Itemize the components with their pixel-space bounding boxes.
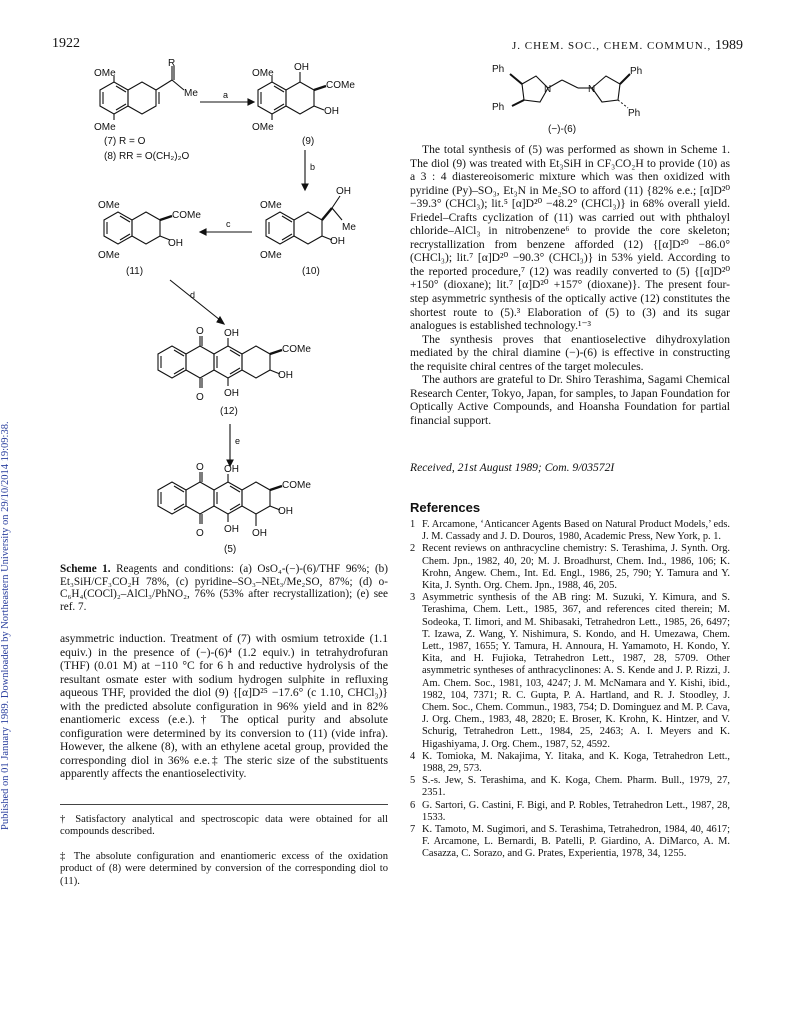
- reference-6: 6 G. Sartori, G. Castini, F. Bigi, and P. Robles, Tetrahedron Lett., 1987, 28, 1533.: [410, 799, 730, 823]
- right-paragraph-1: The total synthesis of (5) was performed as shown in Scheme 1. The diol (9) was treated with Et₃SiH in CF₃CO₂H to provide (10) as a 3 : 4 diastereoisomeric mixture which was then oxidized with pyridine (Py)–SO₃, Et₃N in Me₂SO to afford (11) {82% e.e.; [α]D²⁰ −39.3° (CHCl₃); lit.⁵ [α]D²⁰ −48.2° (CHCl₃)} in 68% overall yield. Friedel–Crafts cyclization of (11) was carried out with phthaloyl chloride–AlCl₃ in nitrobenzene⁶ to provide the core skeleton; recrystallization from benzene afforded (12) {[α]D²⁰ −86.0° (CHCl₃); lit.⁷ [α]D²⁰ −90.3° (CHCl₃)} in 53% yield. According to the reported procedure,⁷ (12) was readily converted to (5) {[α]D²⁰ +150° (dioxane); lit.⁷ [α]D²⁰ +157° (dioxane)}. The present four-step asymmetric synthesis of the optically active (12) constitutes the shortest route to (5).³ Elaboration of (5) to (3) and its sugar analogues is established technology.¹⁻³: [410, 143, 730, 333]
- footnote-rule: [60, 804, 388, 805]
- group-me-7: Me: [184, 88, 198, 99]
- step-b: b: [310, 162, 316, 172]
- step-d: d: [190, 290, 196, 300]
- group-come-9: COMe: [326, 80, 355, 91]
- group-ome-11b: OMe: [98, 250, 120, 261]
- compound-12-label: (12): [220, 406, 238, 417]
- group-o-12b: O: [196, 392, 204, 403]
- group-oh-5a: OH: [224, 464, 239, 475]
- arrow-d: [170, 280, 220, 320]
- ph-label-3: Ph: [630, 66, 643, 77]
- download-sidebar: [0, 190, 20, 830]
- group-oh-9b: OH: [324, 106, 339, 117]
- compound-11-label: (11): [126, 266, 144, 277]
- journal-header: [512, 38, 743, 54]
- step-c: c: [226, 219, 231, 229]
- group-oh-10a: OH: [336, 186, 351, 197]
- group-oh-10b: OH: [330, 236, 345, 247]
- group-oh-12c: OH: [278, 370, 293, 381]
- compound-5-label: (5): [224, 544, 237, 555]
- group-ome-10a: OMe: [260, 200, 282, 211]
- n-label-1: N: [544, 84, 552, 95]
- group-oh-5b: OH: [224, 524, 239, 535]
- step-a: a: [223, 90, 229, 100]
- references-list: [410, 519, 730, 861]
- group-me-10: Me: [342, 222, 356, 233]
- right-paragraph-3: The authors are grateful to Dr. Shiro Terashima, Sagami Chemical Research Center, Tokyo, Japan, for samples, to Japan Foundation for Optically Active Compounds, and Hoansha Foundation for partial financial support.: [410, 373, 730, 427]
- footnote-dagger: † Satisfactory analytical and spectroscopic data were obtained for all compounds described.: [60, 814, 388, 838]
- references-heading: References: [410, 500, 481, 515]
- group-come-5: COMe: [282, 480, 311, 491]
- received-line: Received, 21st August 1989; Com. 9/03572I: [410, 461, 615, 474]
- ph-label-2: Ph: [492, 102, 505, 113]
- scheme-diagram: [80, 58, 400, 558]
- group-oh-11: OH: [168, 238, 183, 249]
- left-body: [60, 632, 388, 781]
- group-oh-12b: OH: [224, 388, 239, 399]
- download-notice: Published on 01 January 1989. Downloaded by Northeastern University on 29/10/2014 19:09:38.: [0, 421, 11, 830]
- group-o-12a: O: [196, 326, 204, 337]
- footnote-ddagger: ‡ The absolute configuration and enantiomeric excess of the oxidation product of (8) were determined by conversion of the corresponding diol to (11).: [60, 851, 388, 887]
- left-body-paragraph: asymmetric induction. Treatment of (7) with osmium tetroxide (1.1 equiv.) in the presence of (−)-(6)⁴ (1.2 equiv.) in tetrahydrofuran (THF) (0.01 M) at −110 °C for 6 h and reductive hydrolysis of the resultant osmate ester with sodium hydrogen sulphite in refluxing aqueous THF, provided the diol (9) {[α]D²⁵ −17.6° (c 1.10, CHCl₃)} with the predicted absolute configuration in 96% yield and in 82% enantiomeric excess (e.e.).† The optical purity and absolute configuration were determined by its conversion to (11) (vide infra). However, the alkene (8), with an ethylene acetal group, provided the corresponding diol in 36% e.e.‡ The steric size of the substituents apparently affects the enantioselectivity.: [60, 632, 388, 781]
- ph-label-4: Ph: [628, 108, 641, 119]
- group-oh-5d: OH: [278, 506, 293, 517]
- group-r: R: [168, 58, 176, 69]
- reference-2: 2 Recent reviews on anthracycline chemistry: S. Terashima, J. Synth. Org. Chem. Jpn., 1982, 40, 20; M. J. Broadhurst, Chem. Ind., 1986, 106; K. Krohn, Angew. Chem., Int. Ed. Engl., 1986, 25, 790; Y. Tamura and Y. Kita, J. Synth. Org. Chem. Jpn., 1988, 46, 205.: [410, 543, 730, 592]
- group-ome-9b: OMe: [252, 122, 274, 133]
- group-oh-5c: OH: [252, 528, 267, 539]
- group-ome-11a: OMe: [98, 200, 120, 211]
- group-ome-9a: OMe: [252, 68, 274, 79]
- reference-4: 4 K. Tomioka, M. Nakajima, Y. Iitaka, and K. Koga, Tetrahedron Lett., 1988, 29, 573.: [410, 750, 730, 775]
- group-oh-12a: OH: [224, 328, 239, 339]
- compound-9-label: (9): [302, 136, 315, 147]
- compound-7-label: (7) R = O: [104, 136, 146, 147]
- group-come-11: COMe: [172, 210, 201, 221]
- compound-5-structure: [158, 472, 282, 526]
- group-come-12: COMe: [282, 344, 311, 355]
- compound-9-structure: [258, 72, 326, 120]
- right-paragraph-2: The synthesis proves that enantioselective dihydroxylation mediated by the chiral diamine (−)-(6) is effective in constructing the requisite chiral centres of the target molecules.: [410, 332, 730, 373]
- right-body: [410, 143, 730, 427]
- diamine-label: (−)-(6): [548, 124, 577, 135]
- reference-1: 1 F. Arcamone, ‘Anticancer Agents Based on Natural Product Models,’ eds. J. M. Cassady and J. D. Douros, 1980, Academic Press, New York, p. 1.: [410, 519, 730, 543]
- compound-8-label: (8) RR = O(CH₂)₂O: [104, 151, 190, 162]
- group-oh-9a: OH: [294, 62, 309, 73]
- compound-12-structure: [158, 336, 282, 388]
- group-ome-10b: OMe: [260, 250, 282, 261]
- compound-10-label: (10): [302, 266, 320, 277]
- caption-title: Scheme 1.: [60, 563, 111, 575]
- page-number: 1922: [52, 36, 80, 51]
- reference-7: 7 K. Tamoto, M. Sugimori, and S. Terashima, Tetrahedron, 1984, 40, 4617; F. Arcamone, L. Bernardi, B. Patelli, P. Giardino, A. DiMarco, A. M. Casazza, C. Sorazo, and G. Prates, Experientia, 1978, 34, 1255.: [410, 824, 730, 860]
- group-ome-7a: OMe: [94, 68, 116, 79]
- compound-11-structure: [104, 212, 172, 244]
- ph-label-1: Ph: [492, 64, 505, 75]
- step-e: e: [235, 436, 241, 446]
- group-o-5b: O: [196, 528, 204, 539]
- reference-3: 3 Asymmetric synthesis of the AB ring: M. Suzuki, Y. Kimura, and S. Terashima, Chem. Lett., 1985, 367, and references cited therein; M. Sodeoka, T. Iimori, and M. Shibasaki, Tetrahedron Lett., 1985, 26, 6497; T. Izawa, Z. Wang, Y. Nishimura, S. Kondo, and H. Umezawa, Chem. Lett., 1987, 1655; Y. Tamura, H. Annoura, H. Yamamoto, H. Kondo, Y. Kita, and H. Fujioka, Tetrahedron Lett., 1987, 28, 5709. Other asymmetric syntheses of anthracyclinones: A. S. Kende and J. P. Rizzi, J. Am. Chem. Soc., 1981, 103, 4247; J. M. McNamara and Y. Kishi, ibid., 1982, 104, 7371; R. C. Gupta, P. A. Hartland, and R. J. Stoodley, J. Chem. Soc., Chem. Commun., 1983, 754; D. Dominguez and M. P. Cava, J. Org. Chem., 1983, 48, 2820; E. Broser, K. Krohn, K. Hintzer, and V. Schurig, Tetrahedron Lett., 1984, 25, 2463; A. I. Meyers and K. Higashiyama, J. Org. Chem., 1987, 52, 4592.: [410, 592, 730, 750]
- group-o-5a: O: [196, 462, 204, 473]
- journal-year: 1989: [714, 38, 743, 53]
- group-ome-7b: OMe: [94, 122, 116, 133]
- scheme-caption: [60, 563, 388, 613]
- reference-5: 5 S.-s. Jew, S. Terashima, and K. Koga, Chem. Pharm. Bull., 1979, 27, 2351.: [410, 775, 730, 799]
- diamine-6-structure: [480, 58, 670, 138]
- caption-text: Reagents and conditions: (a) OsO₄-(−)-(6)/THF 96%; (b) Et₃SiH/CF₃CO₂H 78%, (c) pyridine–SO₃–NEt₃/Me₂SO, 87%; (d) o-C₆H₄(COCl)₂–AlCl₃/PhNO₂, 76% (53% after recrystallization); (e) see ref. 7.: [60, 563, 388, 613]
- journal-name: J. CHEM. SOC., CHEM. COMMUN.,: [512, 40, 712, 52]
- n-label-2: N: [588, 84, 596, 95]
